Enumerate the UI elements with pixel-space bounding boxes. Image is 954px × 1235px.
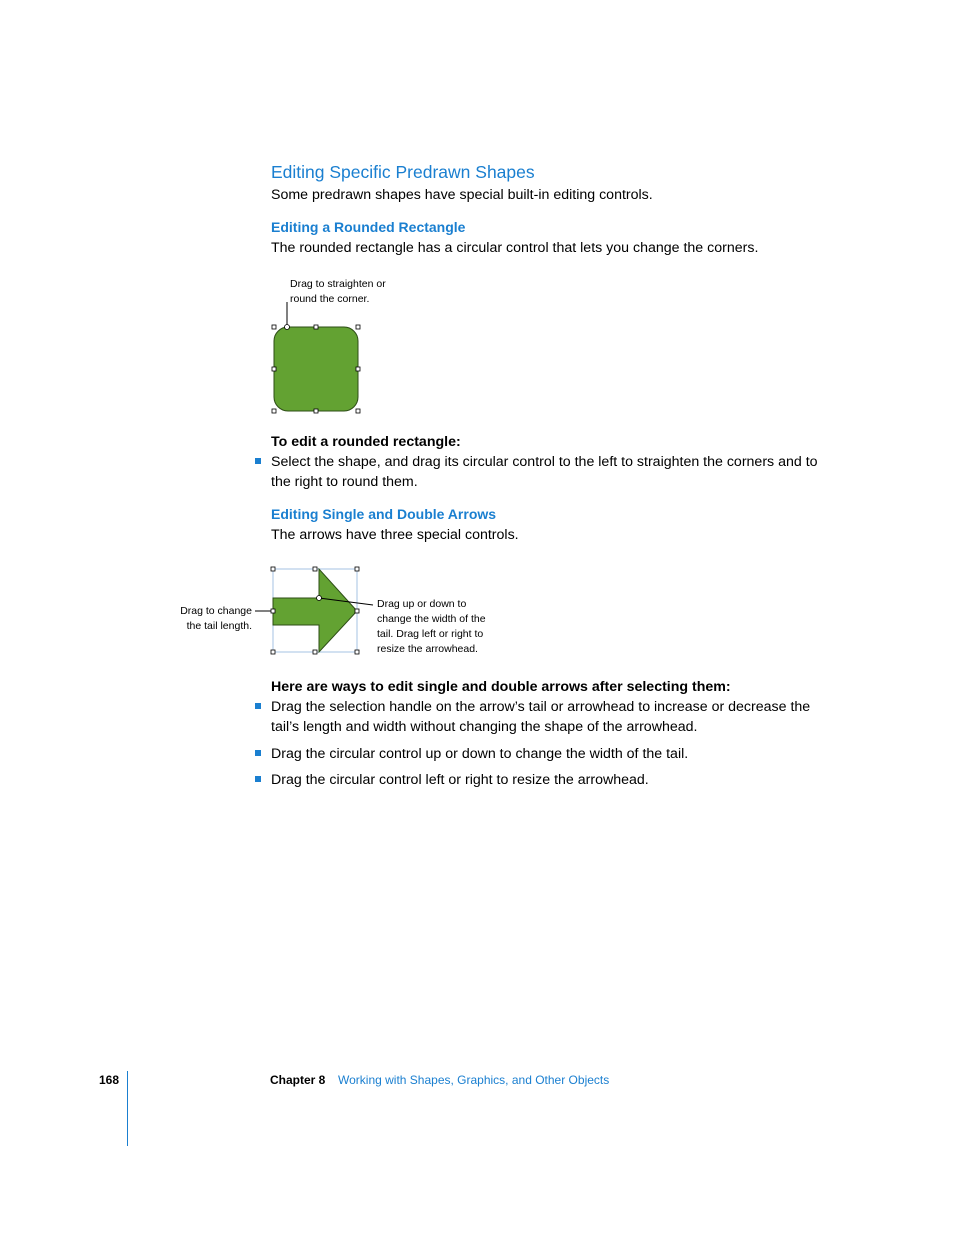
arrowhead-callout-leader: [319, 598, 373, 605]
list-item-text: Drag the circular control left or right to resize the arrowhead.: [271, 772, 649, 788]
selection-handle: [314, 409, 318, 413]
arrows-procedure-title: Here are ways to edit single and double arrows after selecting them:: [271, 679, 731, 695]
selection-handle: [271, 609, 275, 613]
corner-control: [285, 325, 290, 330]
list-item-text: Drag the circular control up or down to change the width of the tail.: [271, 746, 689, 762]
selection-handle: [356, 409, 360, 413]
bullet-icon: [255, 703, 261, 709]
arrow-bounding-box: [273, 569, 357, 652]
selection-handle: [272, 409, 276, 413]
selection-handle: [355, 567, 359, 571]
rounded-rect-procedure-title: To edit a rounded rectangle:: [271, 434, 461, 450]
selection-handle: [313, 567, 317, 571]
callout-line: Drag up or down to: [377, 598, 467, 610]
section-intro: Some predrawn shapes have special built-in editing controls.: [271, 187, 653, 203]
selection-handle: [356, 367, 360, 371]
callout-line: the tail length.: [186, 620, 252, 632]
arrow-circular-control: [317, 596, 322, 601]
selection-handle: [272, 325, 276, 329]
bullet-icon: [255, 750, 261, 756]
callout-line: tail. Drag left or right to: [377, 628, 484, 640]
arrow-shape: [273, 569, 357, 652]
selection-handle: [355, 650, 359, 654]
footer-chapter-label: Chapter 8: [270, 1073, 326, 1087]
rounded-rect-text: The rounded rectangle has a circular control that lets you change the corners.: [271, 240, 759, 256]
selection-handle: [355, 609, 359, 613]
callout-line: resize the arrowhead.: [377, 643, 478, 655]
rounded-rectangle-shape: [274, 327, 358, 411]
selection-handle: [356, 325, 360, 329]
list-item-text: Drag the selection handle on the arrow’s tail or arrowhead to increase or decrease the tail’s length and width without changing the shape of the arrowhead.: [271, 699, 811, 735]
tail-length-callout: [170, 604, 252, 634]
callout-line: change the width of the: [377, 613, 486, 625]
arrowhead-callout: [377, 597, 486, 657]
rounded-rect-heading: Editing a Rounded Rectangle: [271, 219, 466, 235]
page-number: 168: [99, 1073, 120, 1087]
bullet-icon: [255, 776, 261, 782]
list-item-text: Select the shape, and drag its circular control to the left to straighten the corners and to the right to round them.: [271, 454, 818, 490]
arrows-heading: Editing Single and Double Arrows: [271, 506, 497, 522]
selection-handle: [271, 650, 275, 654]
selection-handle: [272, 367, 276, 371]
bullet-icon: [255, 458, 261, 464]
footer-chapter-title: Working with Shapes, Graphics, and Other Objects: [338, 1073, 610, 1087]
selection-handle: [314, 325, 318, 329]
arrows-text: The arrows have three special controls.: [271, 527, 519, 543]
callout-line: Drag to change: [180, 605, 252, 617]
rounded-rect-callout: [290, 277, 386, 307]
section-title: Editing Specific Predrawn Shapes: [271, 162, 535, 182]
selection-handle: [271, 567, 275, 571]
selection-handle: [313, 650, 317, 654]
callout-line: Drag to straighten or: [290, 278, 386, 290]
footer-divider: [127, 1071, 128, 1146]
callout-line: round the corner.: [290, 293, 370, 305]
